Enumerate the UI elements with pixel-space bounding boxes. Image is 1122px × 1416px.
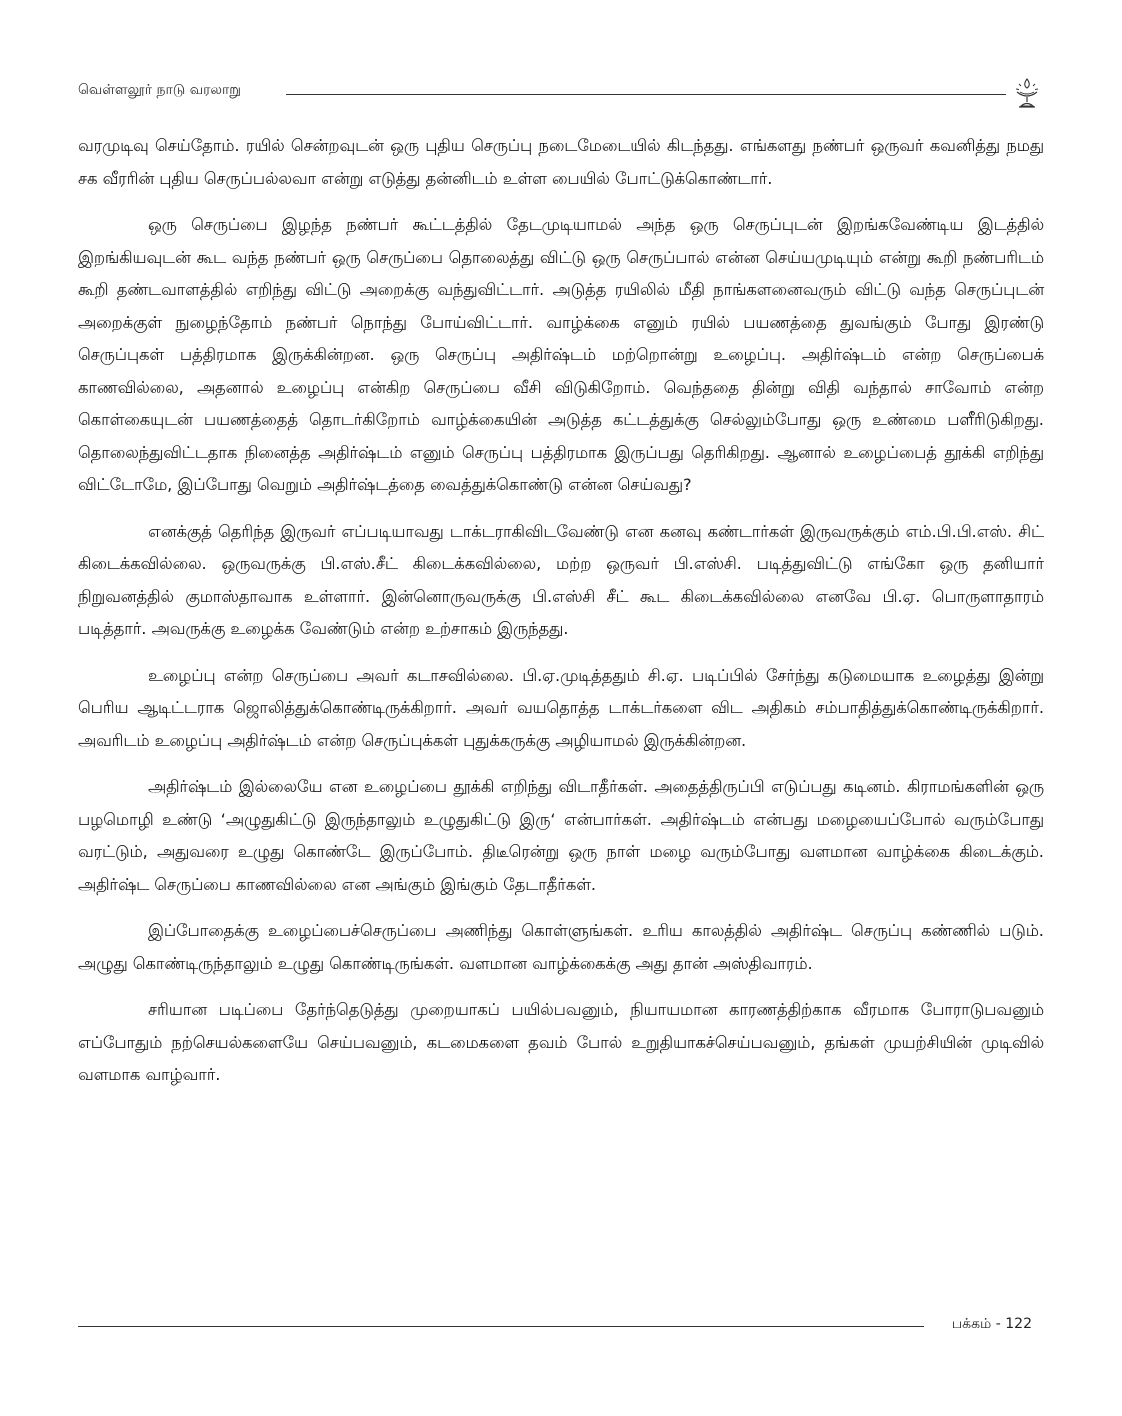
paragraph: ஒரு செருப்பை இழந்த நண்பர் கூட்டத்தில் தேடமுடியாமல் அந்த ஒரு செருப்புடன் இறங்கவேண்டிய இடத்தில் இறங்கியவுடன் கூட வந்த நண்பர் ஒரு செருப்பை தொலைத்து விட்டு ஒரு செருப்பால் என்ன செய்யமுடியும் என்று கூறி நண்பரிடம் கூறி தண்டவாளத்தில் எறிந்து விட்டு அறைக்கு வந்துவிட்டார். அடுத்த ரயிலில் மீதி நாங்களனைவரும் விட்டு வந்த செருப்புடன் அறைக்குள் நுழைந்தோம் நண்பர் நொந்து போய்விட்டார். வாழ்க்கை எனும் ரயில் பயணத்தை துவங்கும் போது இரண்டு செருப்புகள் பத்திரமாக இருக்கின்றன. ஒரு செருப்பு அதிர்ஷ்டம் மற்றொன்று உழைப்பு. அதிர்ஷ்டம் என்ற செருப்பைக் காணவில்லை, அதனால் உழைப்பு என்கிற செருப்பை வீசி விடுகிறோம். வெந்ததை தின்று விதி வந்தால் சாவோம் என்ற கொள்கையுடன் பயணத்தைத் தொடர்கிறோம் வாழ்க்கையின் அடுத்த கட்டத்துக்கு செல்லும்போது ஒரு உண்மை பளீரிடுகிறது. தொலைந்துவிட்டதாக நினைத்த அதிர்ஷ்டம் எனும் செருப்பு பத்திரமாக இருப்பது தெரிகிறது. ஆனால் உழைப்பைத் தூக்கி எறிந்து விட்டோமே, இப்போது வெறும் அதிர்ஷ்டத்தை வைத்துக்கொண்டு என்ன செய்வது?: [78, 215, 1044, 494]
page-body: [78, 130, 1044, 1106]
paragraph: சரியான படிப்பை தேர்ந்தெடுத்து முறையாகப் பயில்பவனும், நியாயமான காரணத்திற்காக வீரமாக போராடுபவனும் எப்போதும் நற்செயல்களையே செய்பவனும், கடமைகளை தவம் போல் உறுதியாகச்செய்பவனும், தங்கள் முயற்சியின் முடிவில் வளமாக வாழ்வார்.: [78, 1000, 1044, 1084]
header-divider: [286, 94, 1006, 95]
paragraph: வரமுடிவு செய்தோம். ரயில் சென்றவுடன் ஒரு புதிய செருப்பு நடைமேடையில் கிடந்தது. எங்களது நண்பர் ஒருவர் கவனித்து நமது சக வீரரின் புதிய செருப்பல்லவா என்று எடுத்து தன்னிடம் உள்ள பையில் போட்டுக்கொண்டார்.: [78, 136, 1044, 188]
paragraph: உழைப்பு என்ற செருப்பை அவர் கடாசவில்லை. பி.ஏ.முடித்ததும் சி.ஏ. படிப்பில் சேர்ந்து கடுமையாக உழைத்து இன்று பெரிய ஆடிட்டராக ஜொலித்துக்கொண்டிருக்கிறார். அவர் வயதொத்த டாக்டர்களை விட அதிகம் சம்பாதித்துக்கொண்டிருக்கிறார். அவரிடம் உழைப்பு அதிர்ஷ்டம் என்ற செருப்புக்கள் புதுக்கருக்கு அழியாமல் இருக்கின்றன.: [78, 665, 1044, 750]
paragraph: அதிர்ஷ்டம் இல்லையே என உழைப்பை தூக்கி எறிந்து விடாதீர்கள். அதைத்திருப்பி எடுப்பது கடினம். கிராமங்களின் ஒரு பழமொழி உண்டு ‘அழுதுகிட்டு இருந்தாலும் உழுதுகிட்டு இரு‘ என்பார்கள். அதிர்ஷ்டம் என்பது மழையைப்போல் வரும்போது வரட்டும், அதுவரை உழுது கொண்டே இருப்போம். திடீரென்று ஒரு நாள் மழை வரும்போது வளமான வாழ்க்கை கிடைக்கும். அதிர்ஷ்ட செருப்பை காணவில்லை என அங்கும் இங்கும் தேடாதீர்கள்.: [78, 777, 1044, 894]
page-number: பக்கம் - 122: [951, 1316, 1032, 1332]
footer-divider: [78, 1326, 924, 1327]
paragraph: இப்போதைக்கு உழைப்பைச்செருப்பை அணிந்து கொள்ளுங்கள். உரிய காலத்தில் அதிர்ஷ்ட செருப்பு கண்ணில் படும். அழுது கொண்டிருந்தாலும் உழுது கொண்டிருங்கள். வளமான வாழ்க்கைக்கு அது தான் அஸ்திவாரம்.: [78, 921, 1044, 973]
book-title: வெள்ளலூர் நாடு வரலாறு: [78, 82, 241, 98]
page-header: [78, 76, 1044, 116]
paragraph: எனக்குத் தெரிந்த இருவர் எப்படியாவது டாக்டராகிவிடவேண்டு என கனவு கண்டார்கள் இருவருக்கும் எம்.பி.பி.எஸ். சிட் கிடைக்கவில்லை. ஒருவருக்கு பி.எஸ்.சீட் கிடைக்கவில்லை, மற்ற ஒருவர் பி.எஸ்சி. படித்துவிட்டு எங்கோ ஒரு தனியார் நிறுவனத்தில் குமாஸ்தாவாக உள்ளார். இன்னொருவருக்கு பி.எஸ்சி சீட் கூட கிடைக்கவில்லை எனவே பி.ஏ. பொருளாதாரம் படித்தார். அவருக்கு உழைக்க வேண்டும் என்ற உற்சாகம் இருந்தது.: [78, 521, 1044, 638]
page-footer: [78, 1316, 1044, 1336]
lamp-logo-icon: [1010, 76, 1044, 110]
